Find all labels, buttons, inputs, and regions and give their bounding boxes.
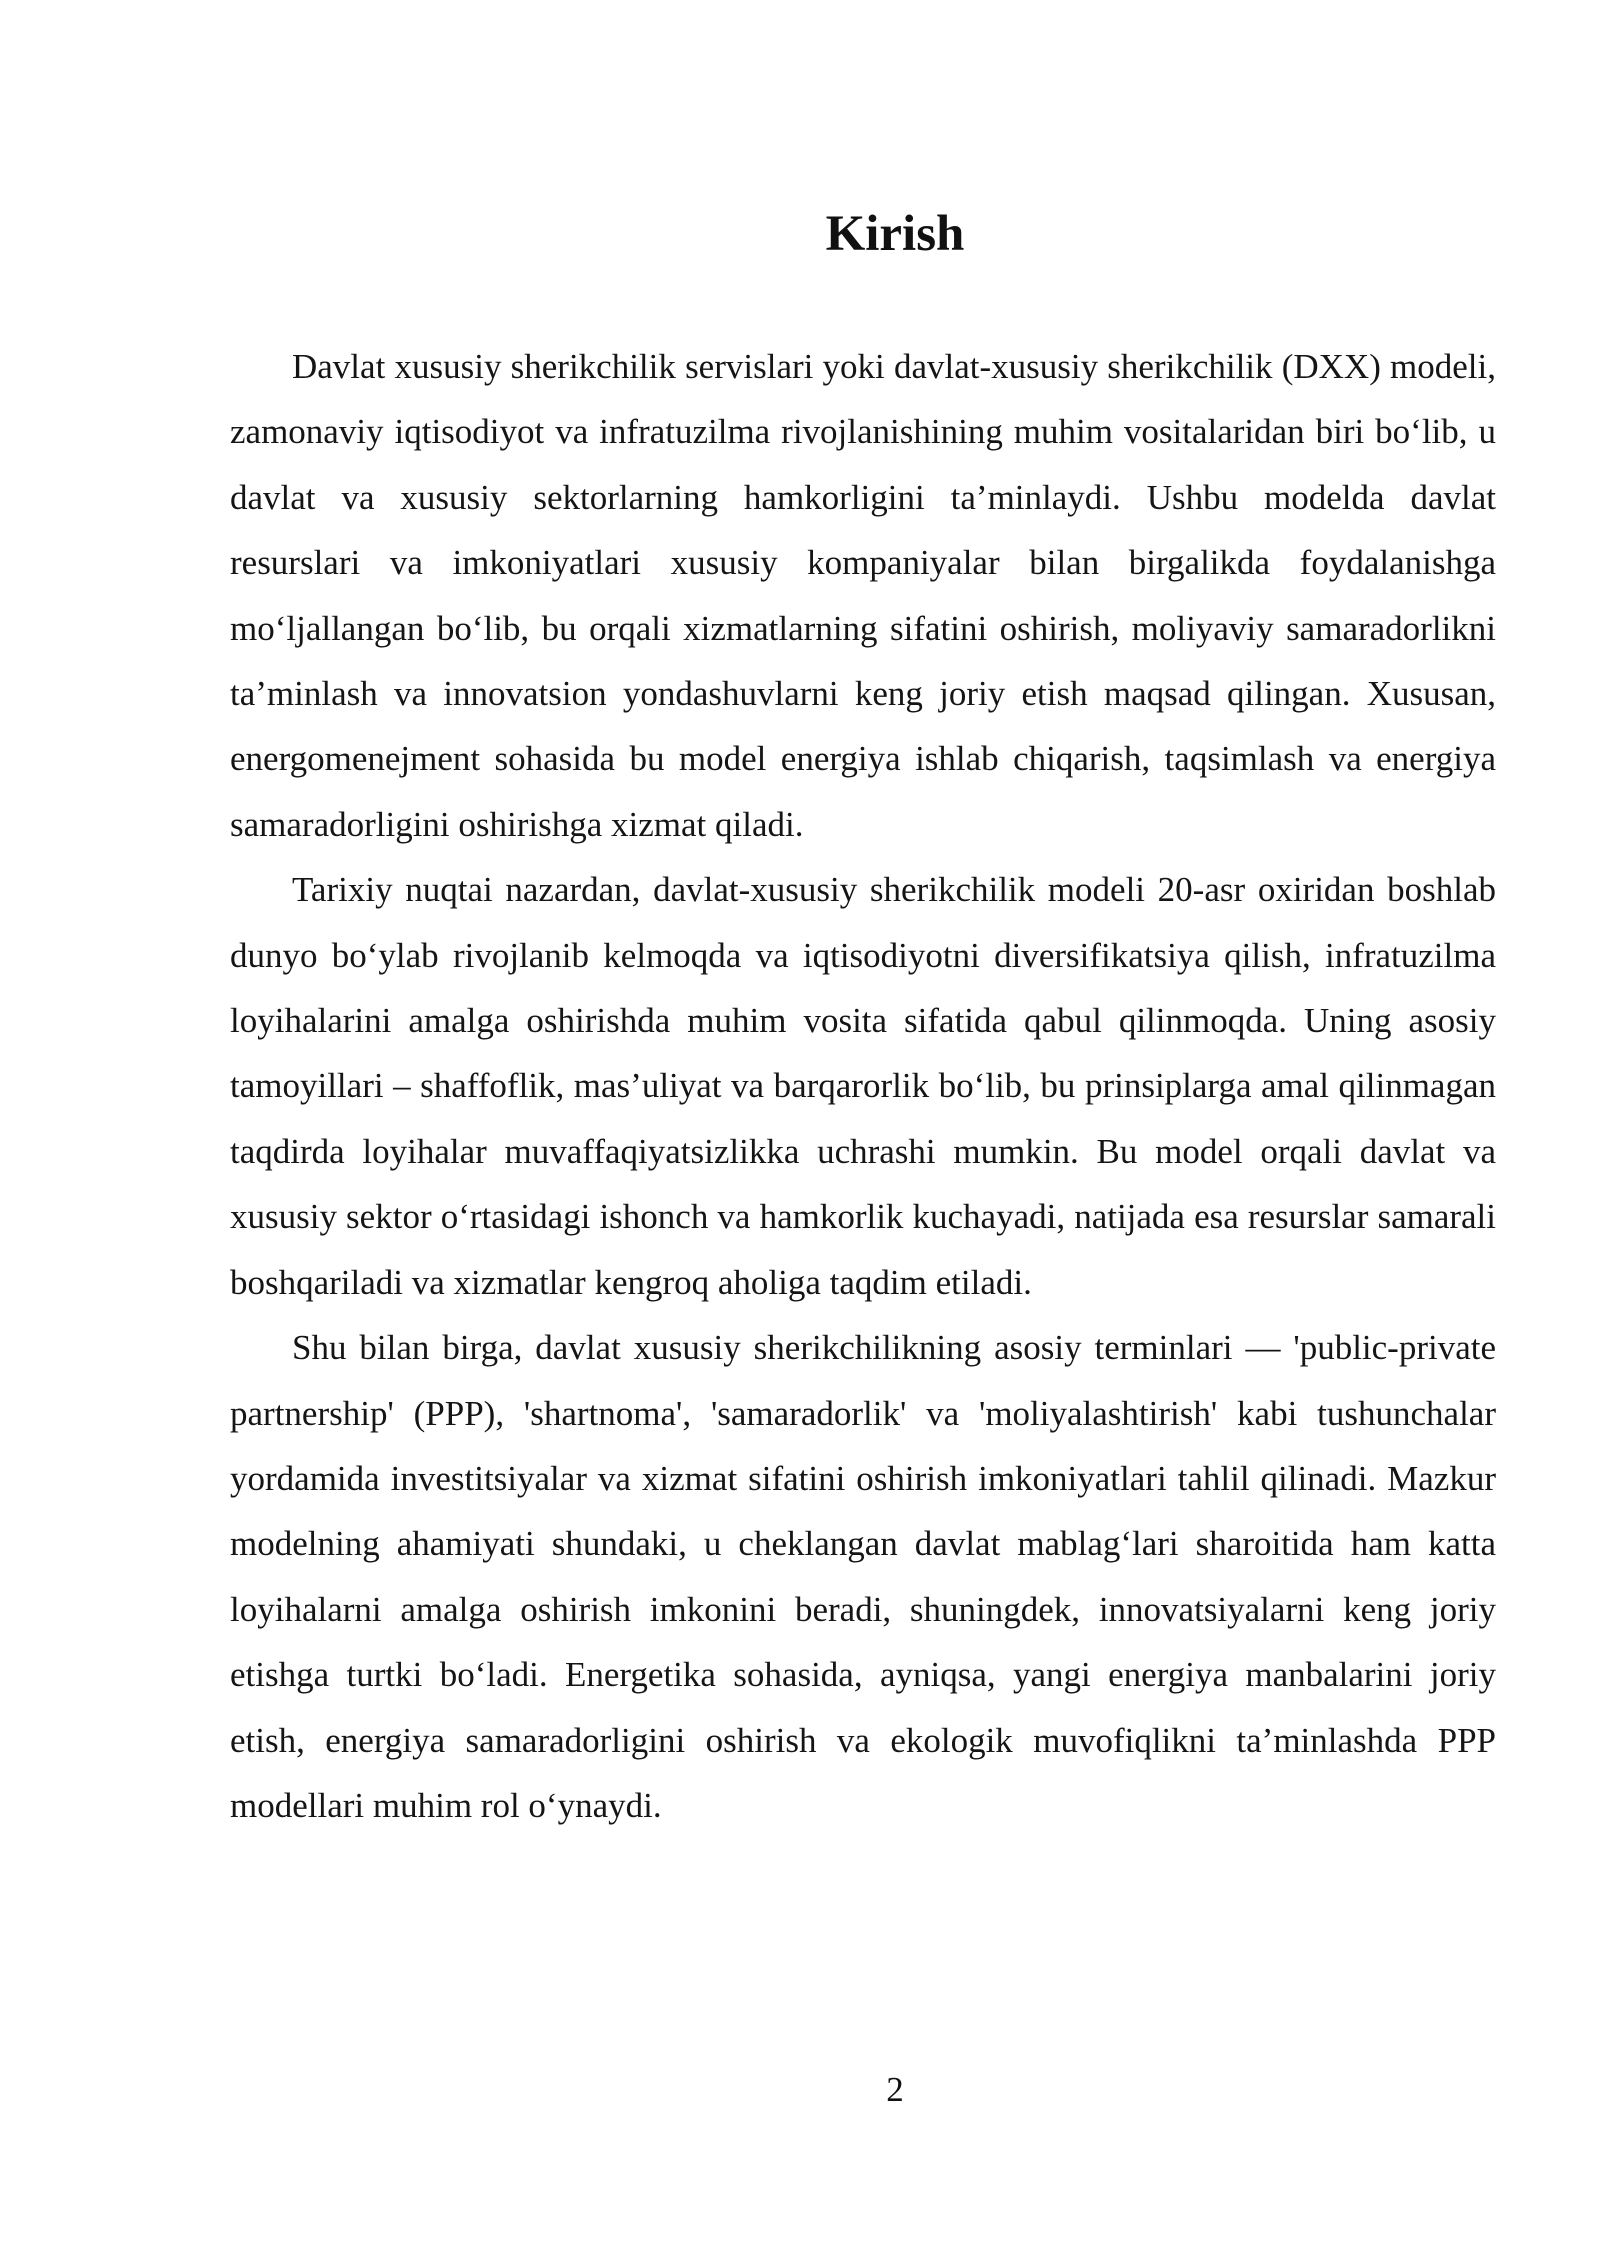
body-text [230,334,1496,1838]
paragraph-2: Tarixiy nuqtai nazardan, davlat-xususiy sherikchilik modeli 20-asr oxiridan boshlab dunyo bo‘ylab rivojlanib kelmoqda va iqtisodiyotni diversifikatsiya qilish, infratuzilma loyihalarini amalga oshirishda muhim vosita sifatida qabul qilinmoqda. Uning asosiy tamoyillari – shaffoflik, mas’uliyat va barqarorlik bo‘lib, bu prinsiplarga amal qilinmagan taqdirda loyihalar muvaffaqiyatsizlikka uchrashi mumkin. Bu model orqali davlat va xususiy sektor o‘rtasidagi ishonch va hamkorlik kuchayadi, natijada esa resurslar samarali boshqariladi va xizmatlar kengroq aholiga taqdim etiladi. [230,870,1496,1302]
page-number: 2 [886,2070,904,2109]
paragraph-1: Davlat xususiy sherikchilik servislari yoki davlat-xususiy sherikchilik (DXX) modeli, zamonaviy iqtisodiyot va infratuzilma rivojlanishining muhim vositalaridan biri bo‘lib, u davlat va xususiy sektorlarning hamkorligini ta’minlaydi. Ushbu modelda davlat resurslari va imkoniyatlari xususiy kompaniyalar bilan birgalikda foydalanishga mo‘ljallangan bo‘lib, bu orqali xizmatlarning sifatini oshirish, moliyaviy samaradorlikni ta’minlash va innovatsion yondashuvlarni keng joriy etish maqsad qilingan. Xususan, energomenejment sohasida bu model energiya ishlab chiqarish, taqsimlash va energiya samaradorligini oshirishga xizmat qiladi. [230,347,1496,844]
paragraph-3: Shu bilan birga, davlat xususiy sherikchilikning asosiy terminlari — 'public-private partnership' (PPP), 'shartnoma', 'samaradorlik' va 'moliyalashtirish' kabi tushunchalar yordamida investitsiyalar va xizmat sifatini oshirish imkoniyatlari tahlil qilinadi. Mazkur modelning ahamiyati shundaki, u cheklangan davlat mablag‘lari sharoitida ham katta loyihalarni amalga oshirish imkonini beradi, shuningdek, innovatsiyalarni keng joriy etishga turtki bo‘ladi. Energetika sohasida, ayniqsa, yangi energiya manbalarini joriy etish, energiya samaradorligini oshirish va ekologik muvofiqlikni ta’minlashda PPP modellari muhim rol o‘ynaydi. [230,1328,1496,1825]
page-title: Kirish [825,206,965,262]
